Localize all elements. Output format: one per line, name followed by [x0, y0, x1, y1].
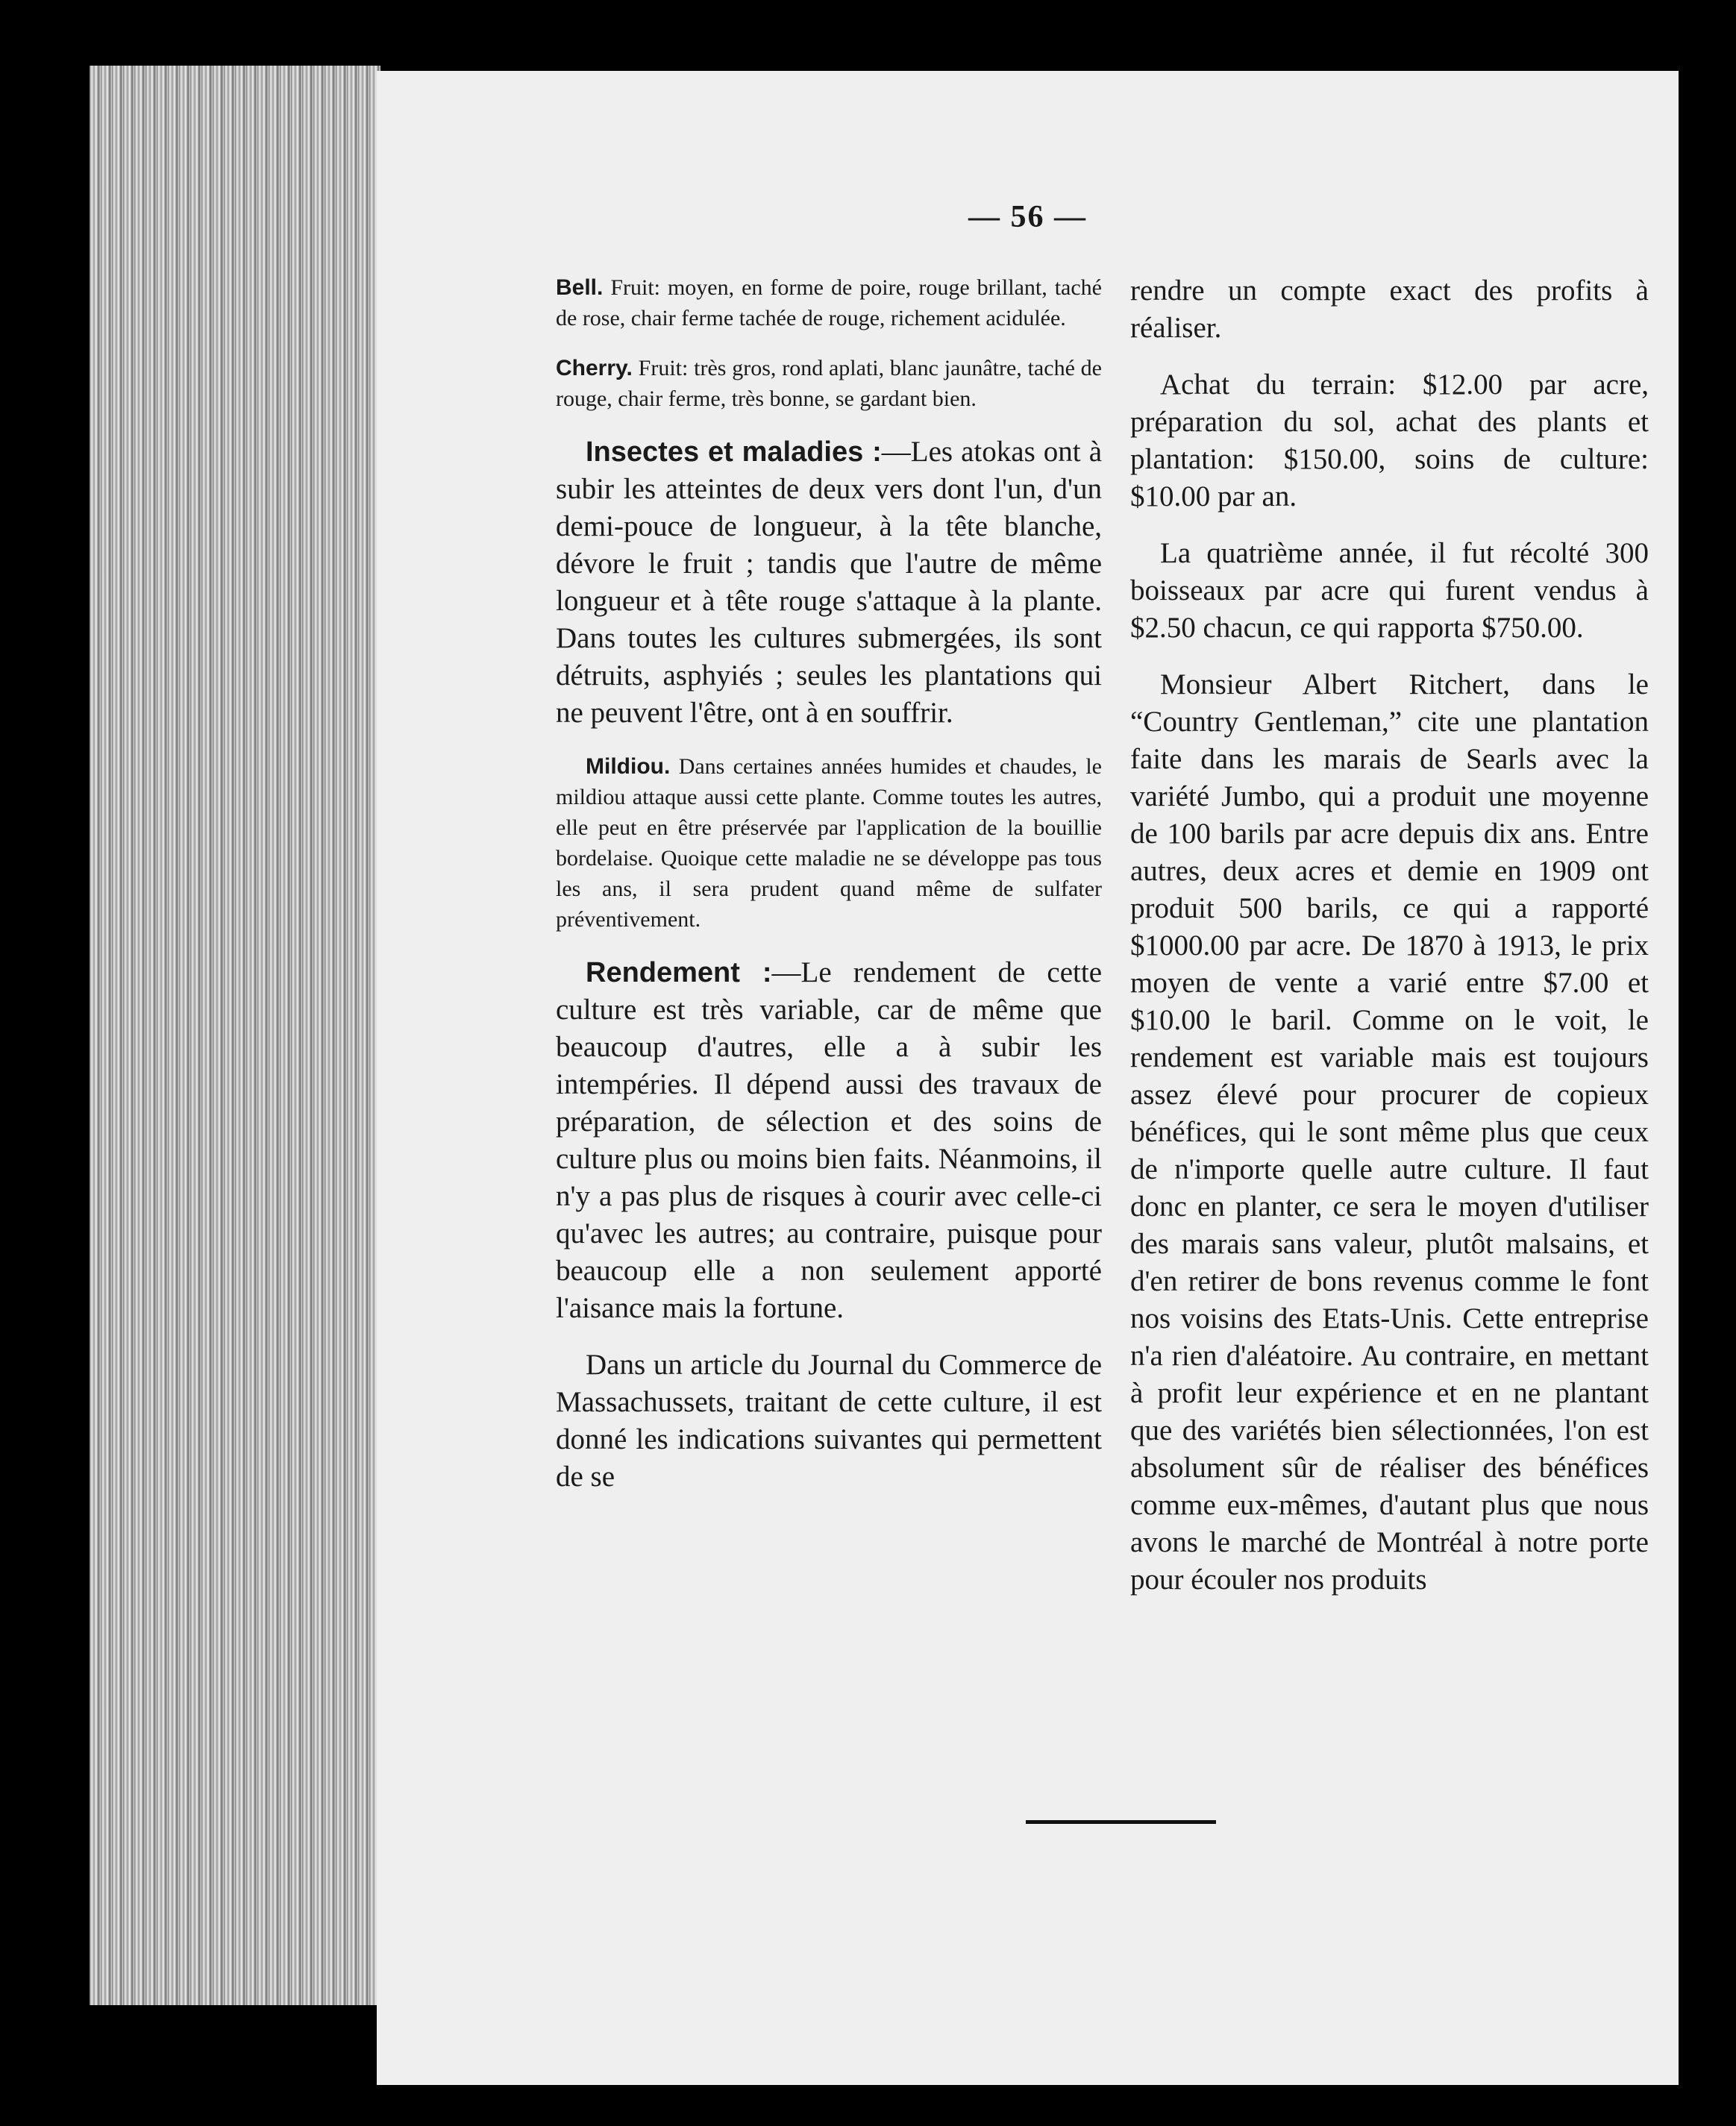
variety-bell-term: Bell. [556, 275, 604, 300]
insectes-text: —Les atokas ont à subir les atteintes de deux vers dont l'un, d'un demi-pouce de longueur, à la tête blanche, dévore le fruit ; tandis que l'autre de même longueur et à tête rouge s'attaque à la plante. Dans toutes les cultures submergées, ils sont détruits, asphyiés ; seules les plantations qui ne peuvent l'être, ont à en souffrir. [556, 436, 1103, 729]
continuation-paragraph: rendre un compte exact des profits à réaliser. [1130, 275, 1649, 344]
rendement-text: —Le rendement de cette culture est très variable, car de même que beaucoup d'autres, elle a à subir les intempéries. Il dépend aussi des travaux de préparation, de sélection et des soins de culture plus ou moins bien faits. Néanmoins, il n'y a pas plus de risques à courir avec celle-ci qu'avec les autres; au contraire, puisque pour beaucoup elle a non seulement apporté l'aisance mais la fortune. [556, 956, 1102, 1324]
mildiou-paragraph [556, 751, 1102, 935]
page-edge-shadow [90, 66, 380, 2005]
left-column [556, 272, 1102, 1496]
journal-paragraph: Dans un article du Journal du Commerce de Massachussets, traitant de cette culture, il est donné les indications suivantes qui permettent de se [556, 1349, 1102, 1493]
insectes-heading: Insectes et maladies : [586, 436, 882, 468]
book-page [377, 71, 1679, 2085]
rendement-heading: Rendement : [586, 957, 772, 988]
end-rule [1026, 1820, 1216, 1824]
variety-cherry-text: Fruit: très gros, rond aplati, blanc jaunâtre, taché de rouge, chair ferme, très bonne, se gardant bien. [556, 356, 1102, 411]
variety-cherry-paragraph [556, 353, 1102, 414]
page-number: — 56 — [968, 200, 1087, 234]
variety-cherry-term: Cherry. [556, 356, 633, 380]
quatrieme-annee-paragraph: La quatrième année, il fut récolté 300 boisseaux par acre qui furent vendus à $2.50 chacun, ce qui rapporta $750.00. [1130, 537, 1649, 644]
variety-bell-text: Fruit: moyen, en forme de poire, rouge brillant, taché de rose, chair ferme tachée de rouge, richement acidulée. [556, 275, 1103, 330]
mildiou-term: Mildiou. [586, 754, 671, 779]
right-column [1130, 272, 1649, 1599]
rendement-paragraph [556, 954, 1102, 1327]
variety-bell-paragraph [556, 272, 1102, 333]
mildiou-text: Dans certaines années humides et chaudes, le mildiou attaque aussi cette plante. Comme toutes les autres, elle peut en être préservée par l'application de la bouillie bordelaise. Quoique cette maladie ne se développe pas tous les ans, il sera prudent quand même de sulfater préventivement. [556, 754, 1102, 932]
ritchert-paragraph: Monsieur Albert Ritchert, dans le “Country Gentleman,” cite une plantation faite dans les marais de Searls avec la variété Jumbo, qui a produit une moyenne de 100 barils par acre depuis dix ans. Entre autres, deux acres et demie en 1909 ont produit 500 barils, ce qui a rapporté $1000.00 par acre. De 1870 à 1913, le prix moyen de vente a varié entre $7.00 et $10.00 le baril. Comme on le voit, le rendement est variable mais est toujours assez élevé pour procurer de copieux bénéfices, qui le sont même plus que ceux de n'importe quelle autre culture. Il faut donc en planter, ce sera le moyen d'utiliser des marais sans valeur, plutôt malsains, et d'en retirer de bons revenus comme le font nos voisins des Etats-Unis. Cette entreprise n'a rien d'aléatoire. Au contraire, en mettant à profit leur expérience et en ne plantant que des variétés bien sélectionnées, l'on est absolument sûr de réaliser des bénéfices comme eux-mêmes, d'autant plus que nous avons le marché de Montréal à notre porte pour écouler nos produits [1130, 668, 1649, 1596]
achat-paragraph: Achat du terrain: $12.00 par acre, préparation du sol, achat des plants et plantation: $150.00, soins de culture: $10.00 par an. [1130, 369, 1649, 512]
insectes-paragraph [556, 433, 1102, 732]
